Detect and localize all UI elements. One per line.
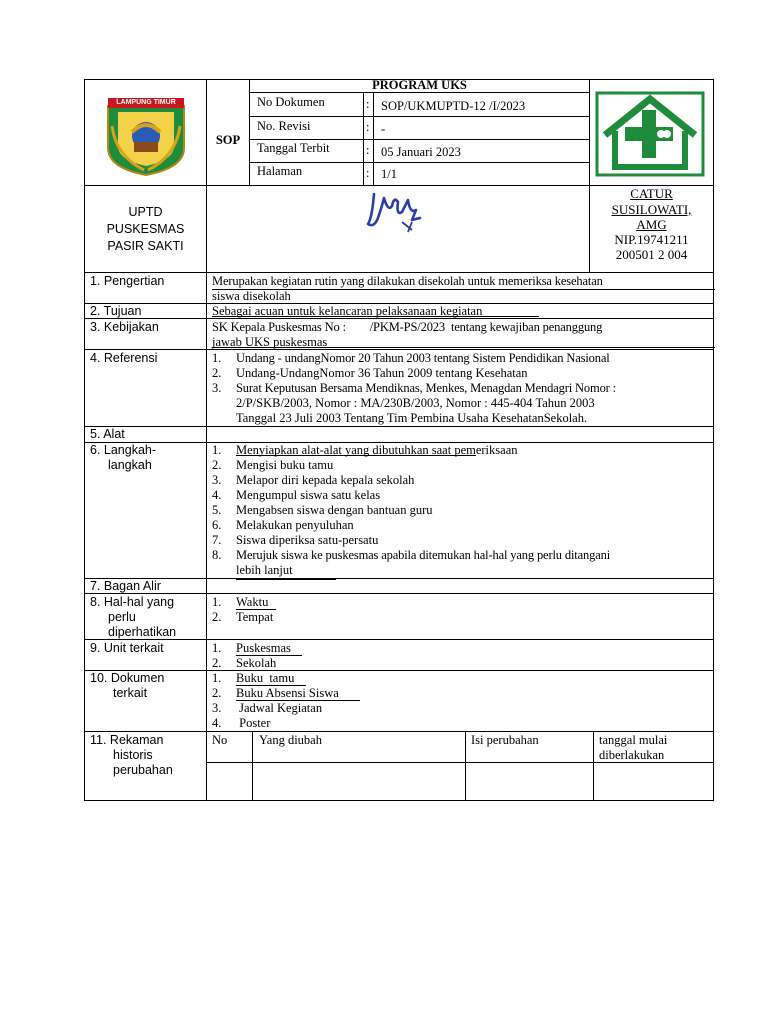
signer-name-2: SUSILOWATI, xyxy=(611,202,692,217)
label-rekaman-1: 11. Rekaman xyxy=(90,733,164,747)
logo-banner-text: LAMPUNG TIMUR xyxy=(116,99,176,106)
label-langkah-2: langkah xyxy=(108,458,152,472)
list-number: 2. xyxy=(212,366,222,380)
list-item: Mengabsen siswa dengan bantuan guru xyxy=(236,503,433,517)
list-item: Melapor diri kepada kepala sekolah xyxy=(236,473,415,487)
sop-label: SOP xyxy=(215,133,241,147)
field-label-no-dokumen: No Dokumen xyxy=(257,95,325,109)
list-number: 5. xyxy=(212,503,222,517)
kebijakan-text-2: jawab UKS puskesmas xyxy=(212,335,328,349)
field-colon: : xyxy=(366,143,370,157)
field-value-tanggal-terbit: 05 Januari 2023 xyxy=(381,145,461,159)
pengertian-text-2: siswa disekolah xyxy=(212,289,291,303)
label-unit-terkait: 9. Unit terkait xyxy=(90,641,164,655)
list-item: Buku Absensi Siswa xyxy=(236,686,339,700)
label-rekaman-3: perubahan xyxy=(113,763,173,777)
lampung-timur-logo xyxy=(104,96,188,176)
label-tujuan: 2. Tujuan xyxy=(90,304,142,318)
list-item: Sekolah xyxy=(236,656,277,670)
label-rekaman-2: historis xyxy=(113,748,153,762)
col-header-no: No xyxy=(212,733,228,747)
list-item: Jadwal Kegiatan xyxy=(236,701,323,715)
list-item: Surat Keputusan Bersama Mendiknas, Menkes, Menagdan Mendagri Nomor : xyxy=(236,381,616,395)
program-title: PROGRAM UKS xyxy=(372,78,467,92)
list-number: 1. xyxy=(212,595,222,609)
field-colon: : xyxy=(366,120,370,134)
signer-name-1: CATUR xyxy=(630,186,673,201)
list-item: Puskesmas xyxy=(236,641,291,655)
puskesmas-logo xyxy=(595,91,705,177)
list-number: 4. xyxy=(212,716,222,730)
pengertian-text-1: Merupakan kegiatan rutin yang dilakukan disekolah untuk memeriksa kesehatan xyxy=(212,274,603,288)
list-item: Mengumpul siswa satu kelas xyxy=(236,488,381,502)
col-header-isi-perubahan: Isi perubahan xyxy=(471,733,539,747)
list-number: 3. xyxy=(212,381,222,395)
list-item: Buku tamu xyxy=(236,671,295,685)
org-line-2: PUSKESMAS xyxy=(106,222,185,236)
list-number: 7. xyxy=(212,533,222,547)
list-number: 2. xyxy=(212,610,222,624)
field-value-no-revisi: - xyxy=(381,122,386,136)
list-number: 4. xyxy=(212,488,222,502)
list-number: 2. xyxy=(212,656,222,670)
col-header-yang-diubah: Yang diubah xyxy=(259,733,322,747)
signer-name-3: AMG xyxy=(636,217,667,232)
kebijakan-text-1: SK Kepala Puskesmas No : /PKM-PS/2023 tentang kewajiban penanggung xyxy=(212,320,603,334)
list-number: 6. xyxy=(212,518,222,532)
signature xyxy=(366,188,422,234)
label-hal-hal-3: diperhatikan xyxy=(108,625,177,639)
list-number: 1. xyxy=(212,641,222,655)
list-number: 1. xyxy=(212,671,222,685)
label-langkah-1: 6. Langkah- xyxy=(90,443,157,457)
label-pengertian: 1. Pengertian xyxy=(90,274,165,288)
list-item: Mengisi buku tamu xyxy=(236,458,334,472)
list-item: lebih lanjut xyxy=(236,563,293,577)
list-item: Poster xyxy=(236,716,271,730)
label-referensi: 4. Referensi xyxy=(90,351,158,365)
list-item: 2/P/SKB/2003, Nomor : MA/230B/2003, Nomor : 445-404 Tahun 2003 xyxy=(236,396,595,410)
list-item: Undang - undangNomor 20 Tahun 2003 tentang Sistem Pendidikan Nasional xyxy=(236,351,610,365)
list-item: Undang-UndangNomor 36 Tahun 2009 tentang Kesehatan xyxy=(236,366,528,380)
field-label-halaman: Halaman xyxy=(257,164,303,178)
list-number: 8. xyxy=(212,548,222,562)
list-item: Siswa diperiksa satu-persatu xyxy=(236,533,379,547)
label-dokumen-2: terkait xyxy=(113,686,148,700)
label-alat: 5. Alat xyxy=(90,427,125,441)
list-number: 1. xyxy=(212,351,222,365)
field-colon: : xyxy=(366,166,370,180)
label-kebijakan: 3. Kebijakan xyxy=(90,320,159,334)
list-number: 2. xyxy=(212,458,222,472)
label-hal-hal-1: 8. Hal-hal yang xyxy=(90,595,175,609)
list-item: Melakukan penyuluhan xyxy=(236,518,354,532)
field-value-halaman: 1/1 xyxy=(381,167,397,181)
list-number: 3. xyxy=(212,473,222,487)
list-item: Waktu xyxy=(236,595,269,609)
signer-nip-1: NIP.19741211 xyxy=(614,232,689,247)
list-item: Tanggal 23 Juli 2003 Tentang Tim Pembina Usaha KesehatanSekolah. xyxy=(236,411,588,425)
field-label-no-revisi: No. Revisi xyxy=(257,119,311,133)
list-item: Tempat xyxy=(236,610,274,624)
org-line-3: PASIR SAKTI xyxy=(107,239,184,253)
label-bagan-alir: 7. Bagan Alir xyxy=(90,579,161,593)
col-header-tanggal-2: diberlakukan xyxy=(599,748,665,762)
list-item: Merujuk siswa ke puskesmas apabila ditemukan hal-hal yang perlu ditangani xyxy=(236,548,611,562)
list-number: 2. xyxy=(212,686,222,700)
field-colon: : xyxy=(366,97,370,111)
label-dokumen-1: 10. Dokumen xyxy=(90,671,165,685)
list-number: 3. xyxy=(212,701,222,715)
signer-nip-2: 200501 2 004 xyxy=(615,247,688,262)
list-number: 1. xyxy=(212,443,222,457)
field-value-no-dokumen: SOP/UKMUPTD-12 /I/2023 xyxy=(381,99,526,113)
tujuan-text: Sebagai acuan untuk kelancaran pelaksanaan kegiatan xyxy=(212,304,483,318)
field-label-tanggal-terbit: Tanggal Terbit xyxy=(257,141,330,155)
list-item: Menyiapkan alat-alat yang dibutuhkan saat pemeriksaan xyxy=(236,443,518,457)
label-hal-hal-2: perlu xyxy=(108,610,136,624)
org-line-1: UPTD xyxy=(128,205,163,219)
col-header-tanggal-1: tanggal mulai xyxy=(599,733,668,747)
